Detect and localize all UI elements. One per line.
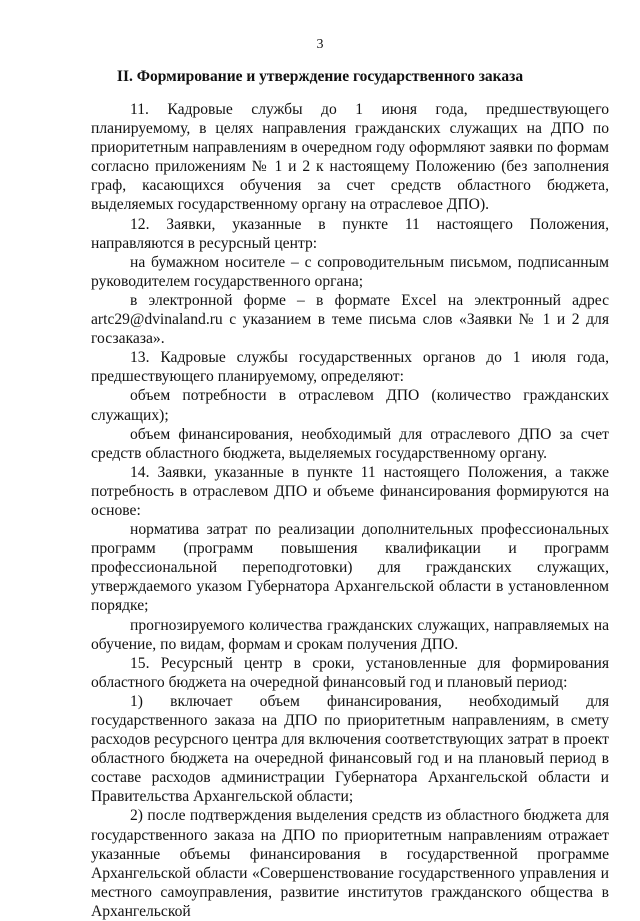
document-body <box>91 100 609 921</box>
page-number: 3 <box>316 37 324 52</box>
paragraph-15-item-1: 1) включает объем финансирования, необходимый для государственного заказа на ДПО по приоритетным направлениям, в смету расходов ресурсного центра для включения соответствующих затрат в проект областного бюджета на очередной финансовый год и на плановый период в составе расходов администрации Губернатора Архангельской области и Правительства Архангельской области; <box>91 692 609 806</box>
paragraph-15: 15. Ресурсный центр в сроки, установленные для формирования областного бюджета на очередной финансовый год и плановый период: <box>91 654 609 691</box>
paragraph-12: 12. Заявки, указанные в пункте 11 настоящего Положения, направляются в ресурсный центр: <box>91 215 609 252</box>
paragraph-12-electronic: в электронной форме – в формате Excel на электронный адрес artc29@dvinaland.ru с указанием в теме письма слов «Заявки № 1 и 2 для госзаказа». <box>91 291 609 348</box>
paragraph-13: 13. Кадровые службы государственных органов до 1 июля года, предшествующего планируемому, определяют: <box>91 349 609 386</box>
paragraph-12-paper: на бумажном носителе – с сопроводительным письмом, подписанным руководителем государственного органа; <box>91 253 609 290</box>
paragraph-13-demand: объем потребности в отраслевом ДПО (количество гражданских служащих); <box>91 387 609 424</box>
paragraph-11: 11. Кадровые службы до 1 июня года, предшествующего планируемому, в целях направления гражданских служащих на ДПО по приоритетным направлениям в очередном году оформляют заявки по формам согласно приложениям № 1 и 2 к настоящему Положению (без заполнения граф, касающихся обучения за счет средств областного бюджета, выделяемых государственному органу на отраслевое ДПО). <box>91 101 609 214</box>
paragraph-14-forecast: прогнозируемого количества гражданских служащих, направляемых на обучение, по видам, формам и срокам получения ДПО. <box>91 616 609 653</box>
paragraph-13-funding: объем финансирования, необходимый для отраслевого ДПО за счет средств областного бюджета, выделяемых государственному органу. <box>91 425 609 462</box>
paragraph-15-item-2: 2) после подтверждения выделения средств из областного бюджета для государственного заказа на ДПО по приоритетным направлениям отражает указанные объемы финансирования в государственной программе Архангельской области «Совершенствование государственного управления и местного самоуправления, развитие институтов гражданского общества в Архангельской <box>91 807 609 920</box>
section-heading: II. Формирование и утверждение государственного заказа <box>116 68 524 85</box>
paragraph-14-norm: норматива затрат по реализации дополнительных профессиональных программ (программ повышения квалификации и программ профессиональной переподготовки) для гражданских служащих, утверждаемого указом Губернатора Архангельской области в установленном порядке; <box>91 521 609 615</box>
paragraph-14: 14. Заявки, указанные в пункте 11 настоящего Положения, а также потребность в отраслевом ДПО и объеме финансирования формируются на основе: <box>91 463 609 519</box>
